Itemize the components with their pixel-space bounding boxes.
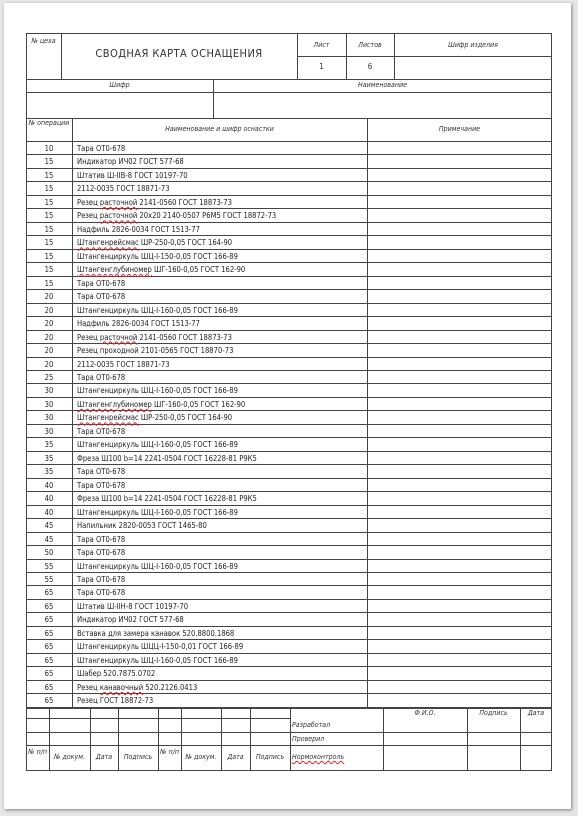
table-row	[26, 586, 552, 599]
operation-number: 15	[44, 251, 54, 261]
tool-name: Тара ОТ0-678	[77, 144, 126, 153]
tool-name: Вставка для замера канавок 520.8800.1868	[77, 628, 235, 638]
tool-name: Штангенрейсмас ШР-250-0,05 ГОСТ 164-90	[77, 413, 233, 423]
tool-name: Штангенрейсмас ШР-250-0,05 ГОСТ 164-90	[77, 238, 233, 248]
equipment-table	[26, 142, 552, 708]
developed-by-label: Разработал	[292, 721, 331, 729]
table-row	[26, 398, 552, 411]
tool-name: Штангенциркуль ШЦ-I-160-0,05 ГОСТ 166-89	[77, 440, 238, 450]
tool-name: Резец проходной 2101-0565 ГОСТ 18870-73	[77, 346, 234, 356]
operation-number: 15	[44, 265, 54, 275]
tool-name: Тара ОТ0-678	[77, 278, 126, 288]
operation-number: 45	[44, 521, 54, 531]
name-label: Наименование	[358, 81, 407, 89]
product-code-label: Шифр изделия	[448, 41, 498, 49]
tool-name: 2112-0035 ГОСТ 18871-73	[77, 359, 170, 369]
operation-number: 20	[44, 359, 54, 369]
table-row	[26, 519, 552, 532]
table-row	[26, 236, 552, 249]
code-label: Шифр	[109, 81, 130, 89]
tool-name: Штангенциркуль ШЦ-I-160-0,05 ГОСТ 166-89	[77, 386, 238, 396]
operation-number: 25	[44, 372, 54, 382]
sheets-count: 6	[367, 62, 373, 71]
tool-name: Тара ОТ0-678	[77, 575, 126, 584]
tool-name: Надфиль 2826-0034 ГОСТ 1513-77	[77, 224, 200, 234]
operation-number: 15	[44, 278, 54, 288]
operation-number: 30	[44, 399, 54, 409]
table-row	[26, 533, 552, 546]
table-row	[26, 331, 552, 344]
operation-number: 15	[44, 170, 54, 180]
tool-name: Резец расточной 2141-0560 ГОСТ 18873-73	[77, 332, 232, 342]
operation-number: 30	[44, 426, 54, 436]
table-row	[26, 304, 552, 317]
table-row	[26, 560, 552, 573]
tool-name: Шабер 520.7875.0702	[77, 669, 156, 679]
table-row	[26, 277, 552, 290]
operation-number: 15	[44, 157, 54, 167]
tool-name: Штангенглубиномер ШГ-160-0,05 ГОСТ 162-90	[77, 265, 246, 275]
operation-number: 35	[44, 453, 54, 463]
table-row	[26, 358, 552, 371]
signature-label: Подпись	[479, 709, 508, 717]
footer-col-doc-1: № докум.	[53, 753, 86, 761]
operation-number: 10	[44, 144, 54, 153]
operation-number: 65	[44, 601, 54, 611]
tool-name: Штангенциркуль ШЦ-I-160-0,05 ГОСТ 166-89	[77, 655, 238, 665]
tool-name: Тара ОТ0-678	[77, 588, 126, 598]
table-row	[26, 344, 552, 357]
sheet-number: 1	[319, 62, 324, 71]
tool-name: Резец расточной 20х20 2140-0507 Р6М5 ГОСТ 18872-73	[77, 211, 277, 221]
footer-col-num-1: № п/п	[28, 748, 47, 756]
table-row	[26, 425, 552, 438]
tool-name: Напильник 2820-0053 ГОСТ 1465-80	[77, 521, 207, 531]
table-row	[26, 546, 552, 559]
date-label: Дата	[527, 709, 545, 717]
tool-name: Тара ОТ0-678	[77, 292, 126, 302]
operation-number: 20	[44, 332, 54, 342]
tool-name: Фреза Ш100 b=14 2241-0504 ГОСТ 16228-81 Р9К5	[77, 494, 257, 504]
tool-name: Тара ОТ0-678	[77, 534, 126, 544]
table-row	[26, 155, 552, 168]
footer-col-date-2: Дата	[227, 753, 244, 761]
table-row	[26, 694, 552, 707]
table-row	[26, 290, 552, 303]
document-title: СВОДНАЯ КАРТА ОСНАЩЕНИЯ	[95, 47, 263, 60]
tool-name: 2112-0035 ГОСТ 18871-73	[77, 184, 170, 194]
footer-col-num-2: № п/п	[160, 748, 179, 756]
operation-number: 15	[44, 184, 54, 194]
table-row	[26, 438, 552, 451]
operation-number: 35	[44, 467, 54, 477]
operation-number: 65	[44, 615, 54, 625]
table-row	[26, 479, 552, 492]
table-row	[26, 209, 552, 222]
operation-number: 65	[44, 669, 54, 679]
tool-name: Штатив Ш-IIВ-8 ГОСТ 10197-70	[77, 170, 188, 180]
table-row	[26, 573, 552, 586]
tool-name: Штангенциркуль ШЦ-I-160-0,05 ГОСТ 166-89	[77, 561, 238, 571]
fio-label: Ф.И.О.	[414, 709, 436, 717]
operation-number: 65	[44, 588, 54, 598]
operation-number: 30	[44, 386, 54, 396]
table-row	[26, 250, 552, 263]
sheets-label: Листов	[358, 41, 382, 49]
tool-name: Штангенциркуль ШЦ-I-150-0,05 ГОСТ 166-89	[77, 251, 238, 261]
tool-name: Тара ОТ0-678	[77, 426, 126, 436]
operation-number: 20	[44, 346, 54, 356]
table-row	[26, 196, 552, 209]
operation-number: 15	[44, 197, 54, 207]
table-row	[26, 627, 552, 640]
tool-name: Тара ОТ0-678	[77, 548, 126, 558]
table-row	[26, 492, 552, 505]
tool-name: Индикатор ИЧ02 ГОСТ 577-68	[77, 157, 184, 167]
footer-col-doc-2: № докум.	[185, 753, 217, 761]
operation-number: 55	[44, 561, 54, 571]
tool-name: Тара ОТ0-678	[77, 480, 126, 490]
operation-number: 15	[44, 211, 54, 221]
operation-number: 55	[44, 575, 54, 584]
table-row	[26, 506, 552, 519]
table-row	[26, 452, 552, 465]
table-row	[26, 371, 552, 384]
operation-number: 35	[44, 440, 54, 450]
operation-number: 40	[44, 480, 54, 490]
operation-number: 65	[44, 628, 54, 638]
tool-name: Штангенциркуль ШЦЦ-I-150-0,01 ГОСТ 166-89	[77, 642, 244, 652]
tool-name: Тара ОТ0-678	[77, 467, 126, 477]
col-note-header: Примечание	[438, 125, 481, 133]
table-row	[26, 681, 552, 694]
col-name-header: Наименование и шифр оснастки	[165, 125, 274, 133]
table-row	[26, 182, 552, 195]
tool-name: Штангенглубиномер ШГ-160-0,05 ГОСТ 162-90	[77, 399, 246, 409]
tool-name: Резец канавочный 520.2126.0413	[77, 682, 198, 692]
table-row	[26, 613, 552, 626]
tool-name: Надфиль 2826-0034 ГОСТ 1513-77	[77, 319, 200, 329]
sheet-label: Лист	[313, 41, 330, 49]
table-row	[26, 640, 552, 653]
tool-name: Штангенциркуль ШЦ-I-160-0,05 ГОСТ 166-89	[77, 305, 238, 315]
col-operation-header: № операции	[28, 119, 70, 127]
table-row	[26, 263, 552, 276]
norm-control-label: Нормоконтроль	[292, 753, 345, 761]
tool-name: Тара ОТ0-678	[77, 372, 126, 382]
table-row	[26, 465, 552, 478]
operation-number: 45	[44, 534, 54, 544]
table-row	[26, 384, 552, 397]
table-row	[26, 654, 552, 667]
table-row	[26, 169, 552, 182]
operation-number: 20	[44, 319, 54, 329]
operation-number: 40	[44, 494, 54, 504]
table-row	[26, 223, 552, 236]
table-row	[26, 317, 552, 330]
footer-col-sign-2: Подпись	[255, 753, 285, 761]
footer-col-sign-1: Подпись	[123, 753, 153, 761]
operation-number: 20	[44, 305, 54, 315]
tool-name: Резец расточной 2141-0560 ГОСТ 18873-73	[77, 197, 232, 207]
operation-number: 40	[44, 507, 54, 517]
operation-number: 65	[44, 655, 54, 665]
table-row	[26, 667, 552, 680]
workshop-label: № цеха	[31, 37, 56, 45]
operation-number: 30	[44, 413, 54, 423]
footer-col-date-1: Дата	[95, 753, 113, 761]
tool-name: Штангенциркуль ШЦ-I-160-0,05 ГОСТ 166-89	[77, 507, 238, 517]
operation-number: 65	[44, 696, 54, 706]
operation-number: 65	[44, 642, 54, 652]
tool-name: Фреза Ш100 b=14 2241-0504 ГОСТ 16228-81 Р9К5	[77, 453, 257, 463]
checked-by-label: Проверил	[292, 735, 325, 743]
operation-number: 20	[44, 292, 54, 302]
operation-number: 50	[44, 548, 54, 558]
table-row	[26, 600, 552, 613]
operation-number: 65	[44, 682, 54, 692]
tool-name: Индикатор ИЧ02 ГОСТ 577-68	[77, 615, 184, 625]
table-row	[26, 142, 552, 155]
operation-number: 15	[44, 224, 54, 234]
operation-number: 15	[44, 238, 54, 248]
tool-name: Штатив Ш-IIН-8 ГОСТ 10197-70	[77, 601, 189, 611]
table-row	[26, 411, 552, 424]
tool-name: Резец ГОСТ 18872-73	[77, 696, 154, 706]
